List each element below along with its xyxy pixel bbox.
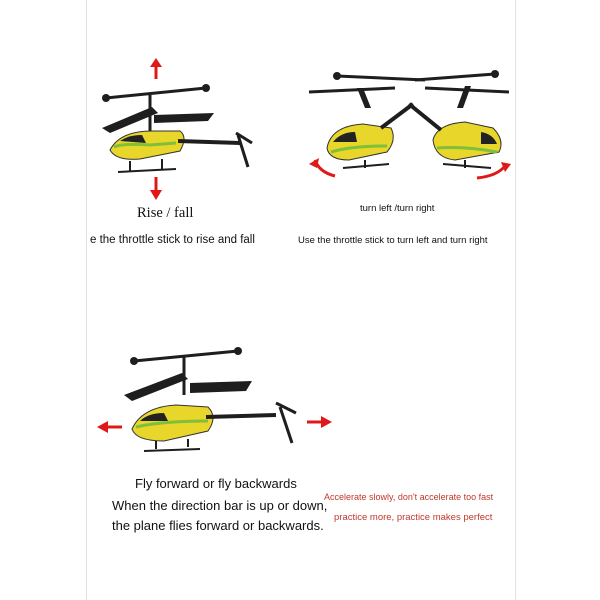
curved-arrow-right-icon [477,162,511,178]
helicopter-body [102,84,252,172]
curved-arrow-left-icon [309,158,335,176]
up-arrow-icon [150,58,162,79]
turn-title: turn left /turn right [360,203,435,214]
down-arrow-icon [150,177,162,200]
rise-fall-caption: e the throttle stick to rise and fall [90,234,255,246]
helicopter-forward-back-image [92,345,337,460]
helicopter-turn-image [305,68,515,188]
forward-back-line1: When the direction bar is up or down, [112,498,328,513]
right-arrow-icon [307,416,332,428]
rise-fall-title: Rise / fall [137,205,194,221]
turn-caption: Use the throttle stick to turn left and turn right [298,235,488,246]
forward-back-line2: the plane flies forward or backwards. [112,518,324,533]
left-arrow-icon [97,421,122,433]
helicopter-left [309,72,425,168]
helicopter-body [124,347,296,451]
tip-line1: Accelerate slowly, don't accelerate too fast [324,492,494,502]
helicopter-rise-fall-image [90,55,260,205]
helicopter-right [409,70,509,168]
forward-back-title: Fly forward or fly backwards [135,476,297,491]
tip-line2: practice more, practice makes perfect [334,512,493,523]
